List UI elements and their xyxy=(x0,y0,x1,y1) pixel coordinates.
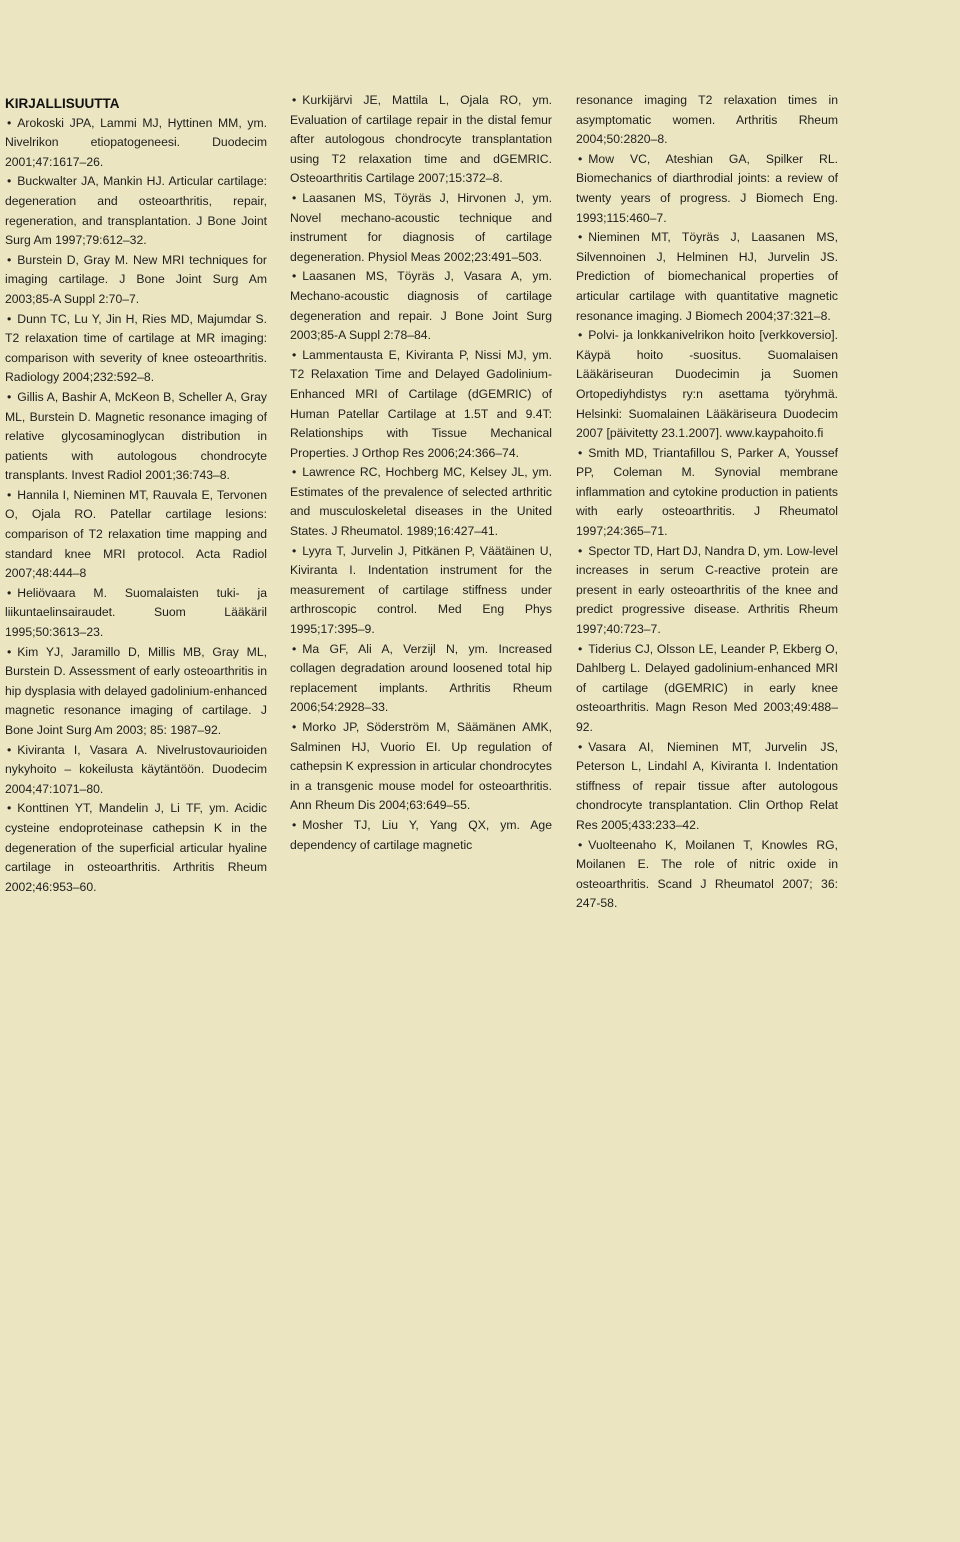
reference-item xyxy=(290,542,552,640)
bullet-icon: • xyxy=(578,837,583,852)
reference-item xyxy=(576,542,838,640)
bullet-icon: • xyxy=(292,720,297,734)
reference-column-1 xyxy=(5,91,267,897)
reference-item xyxy=(576,738,838,836)
reference-item xyxy=(5,584,267,643)
bullet-icon: • xyxy=(578,230,583,245)
reference-item xyxy=(576,326,838,444)
reference-text: Gillis A, Bashir A, McKeon B, Scheller A, Gray ML, Burstein D. Magnetic resonance imaging of relative glycosaminoglycan distribution in patients with autologous chondrocyte transplants. Invest Radiol 2001;36:743–8. xyxy=(5,389,267,483)
bullet-icon: • xyxy=(292,190,297,205)
reference-text: Morko JP, Söderström M, Säämänen AMK, Salminen HJ, Vuorio EI. Up regulation of cathepsin K expression in articular chondrocytes in a transgenic mouse model for osteoarthritis. Ann Rheum Dis 2004;63:649–55. xyxy=(290,720,552,813)
bullet-icon: • xyxy=(578,543,583,558)
reference-text: Laasanen MS, Töyräs J, Hirvonen J, ym. Novel mechano-acoustic technique and instrument for diagnosis of cartilage degeneration. Physiol Meas 2002;23:491–503. xyxy=(290,190,552,264)
reference-item xyxy=(290,189,552,267)
reference-item xyxy=(5,172,267,250)
reference-text: Nieminen MT, Töyräs J, Laasanen MS, Silvennoinen J, Helminen HJ, Jurvelin JS. Prediction of biomechanical properties of articular cartilage with quantitative magnetic resonance imaging. J Biomech 2004;37:321–8. xyxy=(576,230,838,323)
reference-text: Arokoski JPA, Lammi MJ, Hyttinen MM, ym. Nivelrikon etiopatogeneesi. Duodecim 2001;47:1617–26. xyxy=(5,115,267,169)
reference-item xyxy=(576,444,838,542)
reference-text: Dunn TC, Lu Y, Jin H, Ries MD, Majumdar S. T2 relaxation time of cartilage at MR imaging: comparison with severity of knee osteoarthritis. Radiology 2004;232:592–8. xyxy=(5,311,267,385)
reference-item xyxy=(5,799,267,897)
reference-item xyxy=(290,718,552,816)
reference-column-2 xyxy=(290,91,552,855)
reference-item xyxy=(576,640,838,738)
bullet-icon: • xyxy=(578,445,583,460)
reference-text: Tiderius CJ, Olsson LE, Leander P, Ekberg O, Dahlberg L. Delayed gadolinium-enhanced MRI of cartilage (dGEMRIC) in early knee osteoarthritis. Magn Reson Med 2003;49:488–92. xyxy=(576,641,838,734)
reference-item xyxy=(576,836,838,914)
reference-item xyxy=(290,816,552,855)
bullet-icon: • xyxy=(292,641,297,656)
reference-text: Kurkijärvi JE, Mattila L, Ojala RO, ym. Evaluation of cartilage repair in the distal femur after autologous chondrocyte transplantation using T2 relaxation time and dGEMRIC. Osteoarthritis Cartilage 2007;15:372–8. xyxy=(290,93,552,186)
reference-text: Mow VC, Ateshian GA, Spilker RL. Biomechanics of diarthrodial joints: a review of twenty years of progress. J Biomech Eng. 1993;115:460–7. xyxy=(576,151,838,225)
bullet-icon: • xyxy=(7,644,12,659)
reference-text: Buckwalter JA, Mankin HJ. Articular cartilage: degeneration and osteoarthritis, repair, regeneration, and transplantation. J Bone Joint Surg Am 1997;79:612–32. xyxy=(5,174,267,248)
reference-column-3 xyxy=(576,91,838,914)
reference-text: Laasanen MS, Töyräs J, Vasara A, ym. Mechano-acoustic diagnosis of cartilage degeneration and repair. J Bone Joint Surg 2003;85-A Suppl 2:78–84. xyxy=(290,269,552,343)
reference-text: Konttinen YT, Mandelin J, Li TF, ym. Acidic cysteine endoproteinase cathepsin K in the degeneration of the superficial articular hyaline cartilage in osteoarthritis. Arthritis Rheum 2002;46:953–60. xyxy=(5,801,267,894)
reference-text: Ma GF, Ali A, Verzijl N, ym. Increased collagen degradation around loosened total hip replacement implants. Arthritis Rheum 2006;54:2928–33. xyxy=(290,641,552,715)
reference-text: Spector TD, Hart DJ, Nandra D, ym. Low-level increases in serum C-reactive protein are present in early osteoarthritis of the knee and predict progressive disease. Arthritis Rheum 1997;40:723–7. xyxy=(576,543,838,637)
reference-continuation xyxy=(576,91,838,150)
reference-item xyxy=(290,267,552,345)
reference-text: Lawrence RC, Hochberg MC, Kelsey JL, ym. Estimates of the prevalence of selected arthritic and musculoskeletal diseases in the United States. J Rheumatol. 1989;16:427–41. xyxy=(290,465,552,539)
bullet-icon: • xyxy=(7,311,12,326)
reference-text: Lammentausta E, Kiviranta P, Nissi MJ, ym. T2 Relaxation Time and Delayed Gadolinium-Enhanced MRI of Cartilage (dGEMRIC) of Human Patellar Cartilage at 1.5T and 9.4T: Relationships with Tissue Mechanical Properties. J Orthop Res 2006;24:366–74. xyxy=(290,347,552,460)
bullet-icon: • xyxy=(7,487,12,502)
bullet-icon: • xyxy=(578,151,583,166)
bullet-icon: • xyxy=(578,641,583,656)
reference-text: Kim YJ, Jaramillo D, Millis MB, Gray ML, Burstein D. Assessment of early osteoarthritis in hip dysplasia with delayed gadolinium-enhanced magnetic resonance imaging of cartilage. J Bone Joint Surg Am 2003; 85: 1987–92. xyxy=(5,644,267,737)
bullet-icon: • xyxy=(578,739,583,754)
reference-text: Polvi- ja lonkkanivelrikon hoito [verkkoversio]. Käypä hoito -suositus. Suomalaisen Lääkäriseuran Duodecimin ja Suomen Ortopediyhdistys ry:n asettama työryhmä. Helsinki: Suomalainen Lääkäriseura Duodecim 2007 [päivitetty 23.1.2007]. www.kaypahoito.fi xyxy=(576,328,838,441)
reference-text: Vuolteenaho K, Moilanen T, Knowles RG, Moilanen E. The role of nitric oxide in osteoarthritis. Scand J Rheumatol 2007; 36: 247-58. xyxy=(576,837,838,911)
reference-text: Mosher TJ, Liu Y, Yang QX, ym. Age dependency of cartilage magnetic xyxy=(290,817,552,852)
reference-text: Lyyra T, Jurvelin J, Pitkänen P, Väätäinen U, Kiviranta I. Indentation instrument for the measurement of cartilage stiffness under arthroscopic control. Med Eng Phys 1995;17:395–9. xyxy=(290,543,552,637)
reference-text: Hannila I, Nieminen MT, Rauvala E, Tervonen O, Ojala RO. Patellar cartilage lesions: comparison of T2 relaxation time mapping and standard knee MRI protocol. Acta Radiol 2007;48:444–8 xyxy=(5,487,267,581)
bullet-icon: • xyxy=(292,543,297,558)
bullet-icon: • xyxy=(7,115,12,130)
reference-text: resonance imaging T2 relaxation times in asymptomatic women. Arthritis Rheum 2004;50:2820–8. xyxy=(576,93,838,147)
bullet-icon: • xyxy=(7,252,12,267)
reference-text: Burstein D, Gray M. New MRI techniques for imaging cartilage. J Bone Joint Surg Am 2003;85-A Suppl 2:70–7. xyxy=(5,252,267,306)
reference-item xyxy=(5,388,267,486)
bullet-icon: • xyxy=(7,585,12,600)
reference-text: Kiviranta I, Vasara A. Nivelrustovaurioiden nykyhoito – kokeilusta käytäntöön. Duodecim 2004;47:1071–80. xyxy=(5,742,267,796)
bullet-icon: • xyxy=(7,801,12,816)
reference-item xyxy=(576,150,838,228)
reference-text: Heliövaara M. Suomalaisten tuki- ja liikuntaelinsairaudet. Suom Lääkäril 1995;50:3613–23. xyxy=(5,585,267,640)
section-heading: KIRJALLISUUTTA xyxy=(5,96,120,111)
reference-item xyxy=(5,643,267,741)
reference-item xyxy=(5,741,267,800)
reference-item xyxy=(290,463,552,541)
reference-item xyxy=(290,346,552,464)
bullet-icon: • xyxy=(7,389,12,404)
bullet-icon: • xyxy=(292,269,297,284)
bullet-icon: • xyxy=(292,347,297,362)
reference-text: Vasara AI, Nieminen MT, Jurvelin JS, Peterson L, Lindahl A, Kiviranta I. Indentation stiffness of repair tissue after autologous chondrocyte transplantation. Clin Orthop Relat Res 2005;433:233–42. xyxy=(576,739,838,832)
bullet-icon: • xyxy=(292,93,297,107)
bullet-icon: • xyxy=(7,742,12,757)
reference-item xyxy=(5,310,267,388)
reference-item xyxy=(5,114,267,173)
reference-item xyxy=(5,251,267,310)
reference-item xyxy=(576,228,838,326)
reference-item xyxy=(290,640,552,718)
reference-item xyxy=(5,486,267,584)
bullet-icon: • xyxy=(292,465,297,480)
reference-item xyxy=(290,91,552,189)
bullet-icon: • xyxy=(7,174,12,189)
reference-text: Smith MD, Triantafillou S, Parker A, Youssef PP, Coleman M. Synovial membrane inflammation and cytokine production in patients with early osteoarthritis. J Rheumatol 1997;24:365–71. xyxy=(576,445,838,539)
bullet-icon: • xyxy=(578,328,583,343)
bullet-icon: • xyxy=(292,817,297,832)
